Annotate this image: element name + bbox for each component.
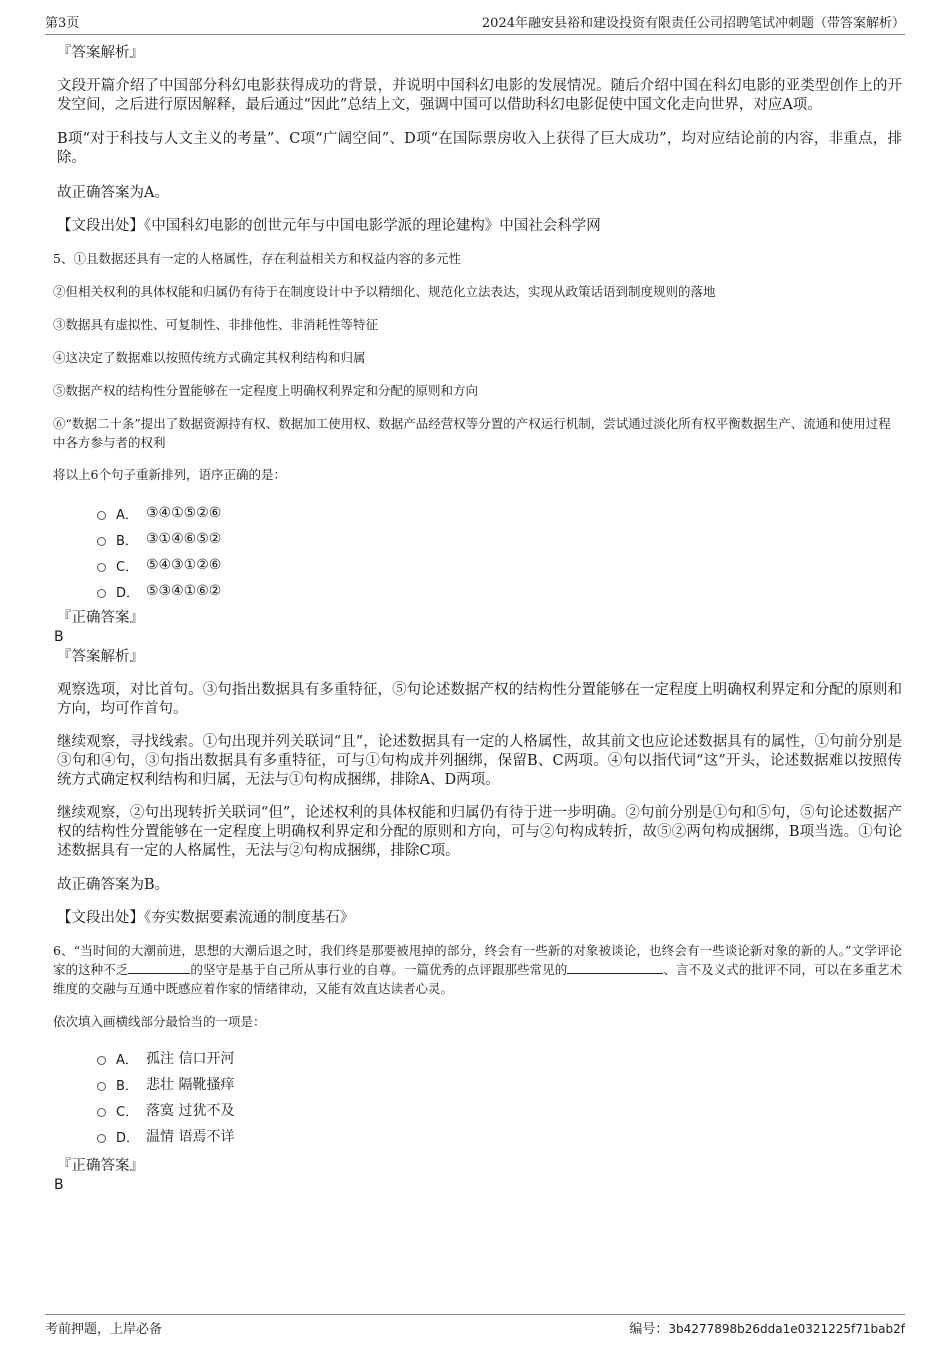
q6-option-d[interactable]: D． 温情 语焉不详 — [57, 1123, 902, 1149]
q4-source: 【文段出处】《中国科幻电影的创世元年与中国电影学派的理论建构》中国社会科学网 — [57, 218, 601, 234]
q5-option-b[interactable]: B． ③①④⑥⑤② — [57, 526, 902, 552]
radio-icon[interactable] — [97, 1108, 106, 1117]
page-footer — [45, 1314, 905, 1335]
footer-slogan: 考前押题，上岸必备 — [45, 1322, 163, 1337]
q4-analysis-p3: 故正确答案为A。 — [57, 185, 169, 201]
document-title: 2024年融安县裕和建设投资有限责任公司招聘笔试冲刺题（带答案解析） — [481, 16, 905, 31]
q4-analysis-p1: 文段开篇介绍了中国部分科幻电影获得成功的背景，并说明中国科幻电影的发展情况。随后介绍中国在科幻电影的亚类型创作上的开发空间，之后进行原因解释，最后通过“因此”总结上文，强调中国可以借助科幻电影促使中国文化走向世界，对应A项。 — [57, 78, 902, 113]
q6-options — [57, 1045, 902, 1149]
radio-icon[interactable] — [97, 537, 106, 546]
q6-blank-1[interactable] — [128, 961, 190, 974]
q4-analysis-label: 『答案解析』 — [57, 45, 144, 61]
q5-option-c[interactable]: C． ⑤④③①②⑥ — [57, 552, 902, 578]
q5-correct-answer: B — [54, 629, 64, 645]
q5-options — [57, 500, 902, 604]
footer-code: 编号：3b4277898b26dda1e0321225f71bab2f — [629, 1322, 905, 1337]
page-number: 第3页 — [45, 16, 80, 31]
q5-source: 【文段出处】《夯实数据要素流通的制度基石》 — [57, 910, 355, 926]
q6-option-a[interactable]: A． 孤注 信口开河 — [57, 1045, 902, 1071]
page-header — [45, 14, 905, 35]
q6-correct-answer: B — [54, 1177, 64, 1193]
q5-sentence-5: ⑤数据产权的结构性分置能够在一定程度上明确权利界定和分配的原则和方向 — [53, 383, 479, 398]
q6-correct-label: 『正确答案』 — [57, 1158, 144, 1174]
q5-analysis-label: 『答案解析』 — [57, 649, 144, 665]
radio-icon[interactable] — [97, 511, 106, 520]
q6-prompt: 依次填入画横线部分最恰当的一项是： — [53, 1014, 266, 1029]
q6-blank-2[interactable] — [567, 961, 663, 974]
q5-sentence-6: ⑥“数据二十条”提出了数据资源持有权、数据加工使用权、数据产品经营权等分置的产权运行机制，尝试通过淡化所有权平衡数据生产、流通和使用过程中各方参与者的权利 — [53, 416, 891, 450]
q5-analysis-p1: 观察选项，对比首句。③句指出数据具有多重特征，⑤句论述数据产权的结构性分置能够在一定程度上明确权利界定和分配的原则和方向，均可作首句。 — [57, 682, 902, 717]
q5-analysis-p4: 故正确答案为B。 — [57, 877, 170, 893]
radio-icon[interactable] — [97, 1134, 106, 1143]
q5-analysis-p3: 继续观察，②句出现转折关联词“但”，论述权利的具体权能和归属仍有待于进一步明确。②句前分别是①句和⑤句，⑤句论述数据产权的结构性分置能够在一定程度上明确权利界定和分配的原则和方向，可与②句构成转折，故⑤②两句构成捆绑，B项当选。①句论述数据具有一定的人格属性，无法与②句构成捆绑，排除C项。 — [57, 805, 902, 859]
q5-sentence-4: ④这决定了数据难以按照传统方式确定其权利结构和归属 — [53, 350, 366, 365]
q5-sentence-1: 5、①且数据还具有一定的人格属性，存在利益相关方和权益内容的多元性 — [53, 251, 461, 266]
radio-icon[interactable] — [97, 563, 106, 572]
radio-icon[interactable] — [97, 1082, 106, 1091]
q6-option-b[interactable]: B． 悲壮 隔靴搔痒 — [57, 1071, 902, 1097]
q6-stem: 6、“当时间的大潮前进，思想的大潮后退之时，我们终是那要被甩掉的部分，终会有一些新的对象被谈论，也终会有一些谈论新对象的新的人。”文学评论家的这种不乏 的坚守是基于自己所从事行业的自尊。一篇优秀的点评跟那些常见的 、言不及义式的批评不同，可以在多重艺术维度的交融与互通中既感应着作家的情绪律动，又能有效直达读者心灵。 — [53, 943, 902, 996]
radio-icon[interactable] — [97, 589, 106, 598]
q5-sentence-3: ③数据具有虚拟性、可复制性、非排他性、非消耗性等特征 — [53, 317, 379, 332]
q5-analysis-p2: 继续观察，寻找线索。①句出现并列关联词“且”，论述数据具有一定的人格属性，故其前文也应论述数据具有的属性，①句前分别是③句和④句，③句指出数据具有多重特征，可与①句构成并列捆绑，保留B、C两项。④句以指代词“这”开头，论述数据难以按照传统方式确定权利结构和归属，无法与①句构成捆绑，排除A、D两项。 — [57, 734, 902, 788]
q4-analysis-p2: B项“对于科技与人文主义的考量”、C项“广阔空间”、D项“在国际票房收入上获得了巨大成功”，均对应结论前的内容，非重点，排除。 — [57, 131, 902, 166]
q6-option-c[interactable]: C． 落寞 过犹不及 — [57, 1097, 902, 1123]
q5-prompt: 将以上6个句子重新排列，语序正确的是： — [53, 467, 286, 482]
q5-sentence-2: ②但相关权利的具体权能和归属仍有待于在制度设计中予以精细化、规范化立法表达，实现从政策话语到制度规则的落地 — [53, 284, 716, 299]
q5-option-d[interactable]: D． ⑤③④①⑥② — [57, 578, 902, 604]
q5-option-a[interactable]: A． ③④①⑤②⑥ — [57, 500, 902, 526]
q5-correct-label: 『正确答案』 — [57, 610, 144, 626]
radio-icon[interactable] — [97, 1056, 106, 1065]
page-content — [53, 44, 902, 1194]
